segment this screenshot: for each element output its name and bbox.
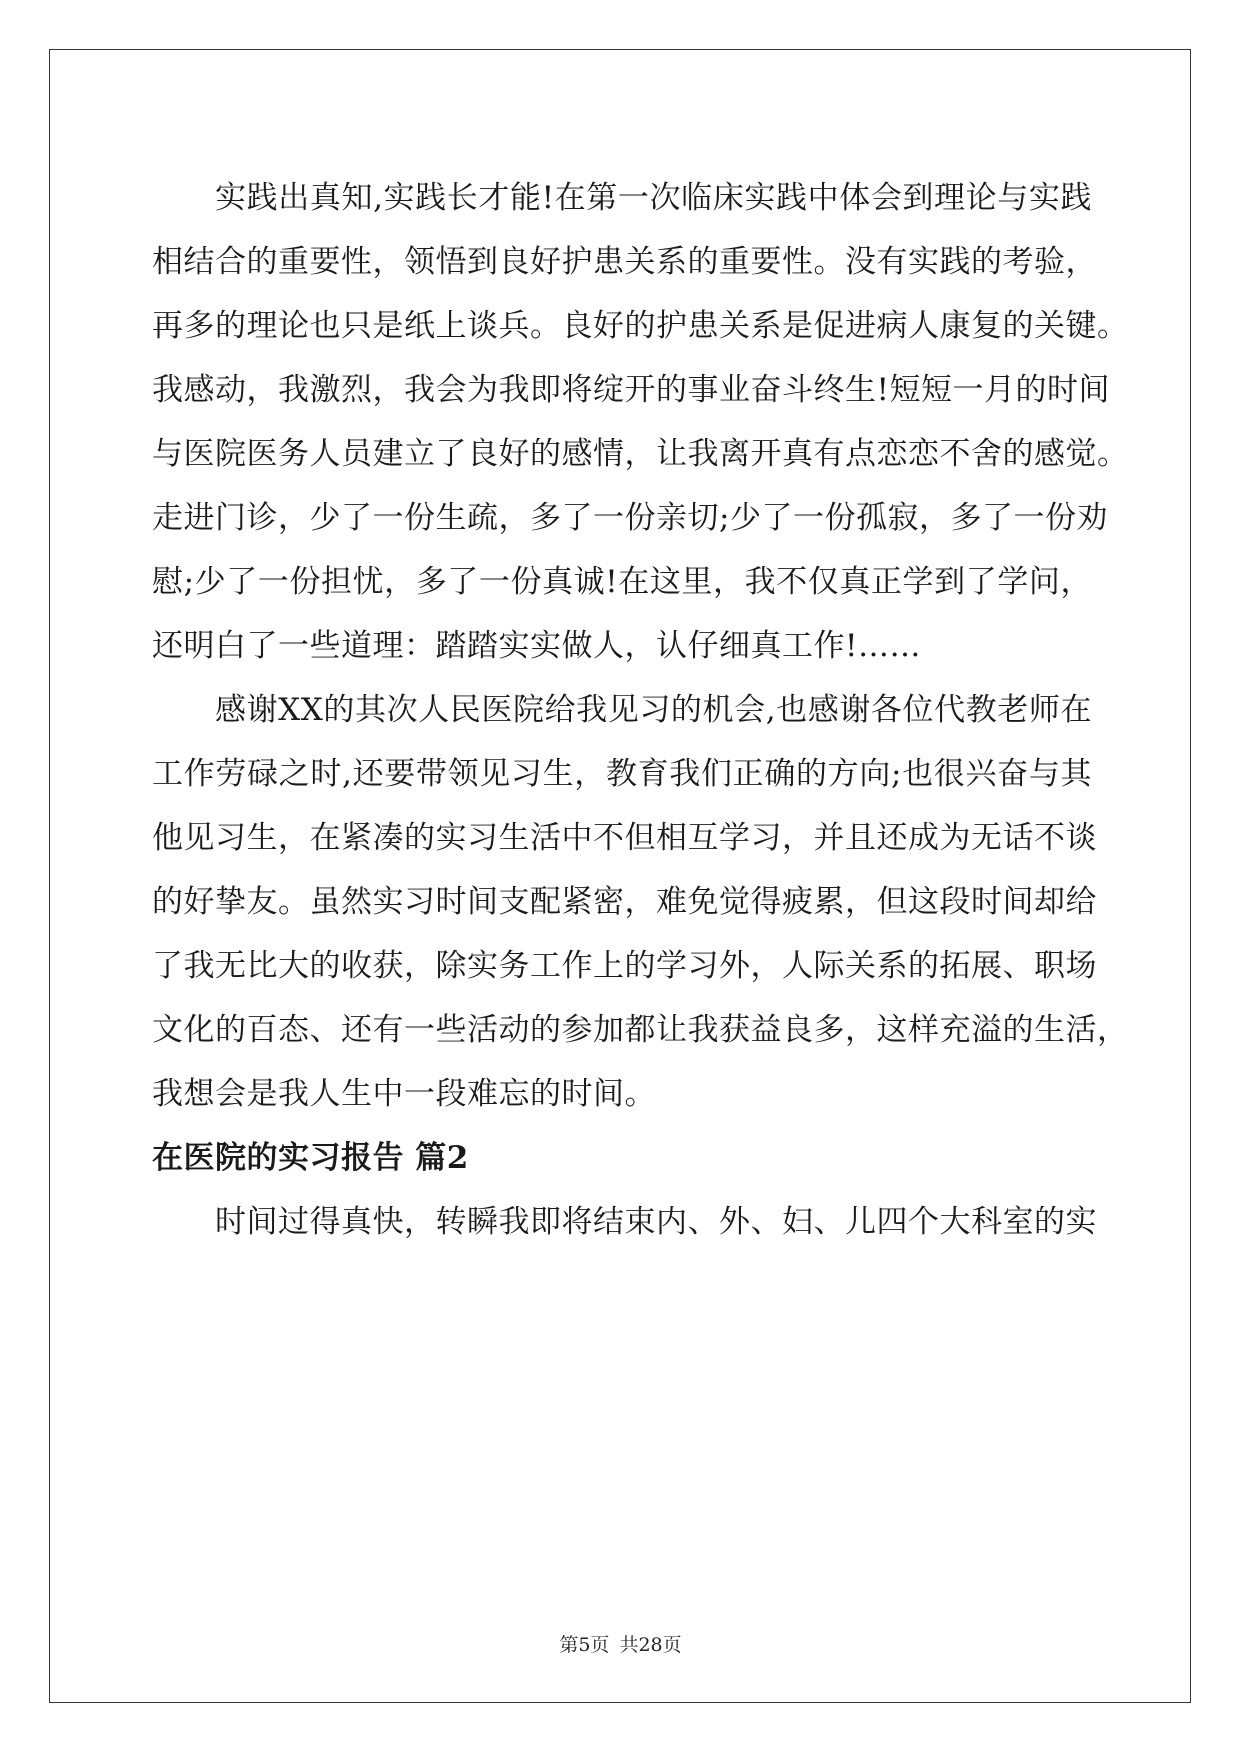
- text-line: 再多的理论也只是纸上谈兵。良好的护患关系是促进病人康复的关键。: [152, 308, 1129, 344]
- text-line: 我感动，我激烈，我会为我即将绽开的事业奋斗终生!短短一月的时间: [152, 372, 1110, 408]
- text-line: 感谢XX的其次人民医院给我见习的机会,也感谢各位代教老师在: [215, 692, 1092, 728]
- document-body: [152, 166, 1129, 1254]
- page-footer: [0, 1630, 1241, 1657]
- section-heading: 在医院的实习报告 篇2: [152, 1140, 469, 1176]
- text-line: 工作劳碌之时,还要带领见习生，教育我们正确的方向;也很兴奋与其: [152, 756, 1092, 792]
- text-line: 实践出真知,实践长才能!在第一次临床实践中体会到理论与实践: [215, 180, 1092, 216]
- paragraph-3: [152, 1190, 1097, 1254]
- paragraph-1: [152, 166, 1129, 678]
- text-line: 慰;少了一份担忧，多了一份真诚!在这里，我不仅真正学到了学问，: [152, 564, 1092, 600]
- paragraph-2: [152, 678, 1129, 1126]
- text-line: 的好挚友。虽然实习时间支配紧密，难免觉得疲累，但这段时间却给: [152, 884, 1097, 920]
- text-line: 相结合的重要性，领悟到良好护患关系的重要性。没有实践的考验，: [152, 244, 1097, 280]
- page-number: 第5页: [559, 1634, 610, 1656]
- text-line: 与医院医务人员建立了良好的感情，让我离开真有点恋恋不舍的感觉。: [152, 436, 1129, 472]
- text-line: 我想会是我人生中一段难忘的时间。: [152, 1076, 656, 1112]
- text-line: 走进门诊，少了一份生疏，多了一份亲切;少了一份孤寂，多了一份劝: [152, 500, 1108, 536]
- text-line: 文化的百态、还有一些活动的参加都让我获益良多，这样充溢的生活，: [152, 1012, 1129, 1048]
- text-line: 还明白了一些道理：踏踏实实做人，认仔细真工作!……: [152, 628, 921, 664]
- text-line: 时间过得真快，转瞬我即将结束内、外、妇、儿四个大科室的实: [215, 1204, 1097, 1240]
- page-total: 共28页: [619, 1634, 682, 1656]
- text-line: 了我无比大的收获，除实务工作上的学习外，人际关系的拓展、职场: [152, 948, 1097, 984]
- text-line: 他见习生，在紧凑的实习生活中不但相互学习，并且还成为无话不谈: [152, 820, 1097, 856]
